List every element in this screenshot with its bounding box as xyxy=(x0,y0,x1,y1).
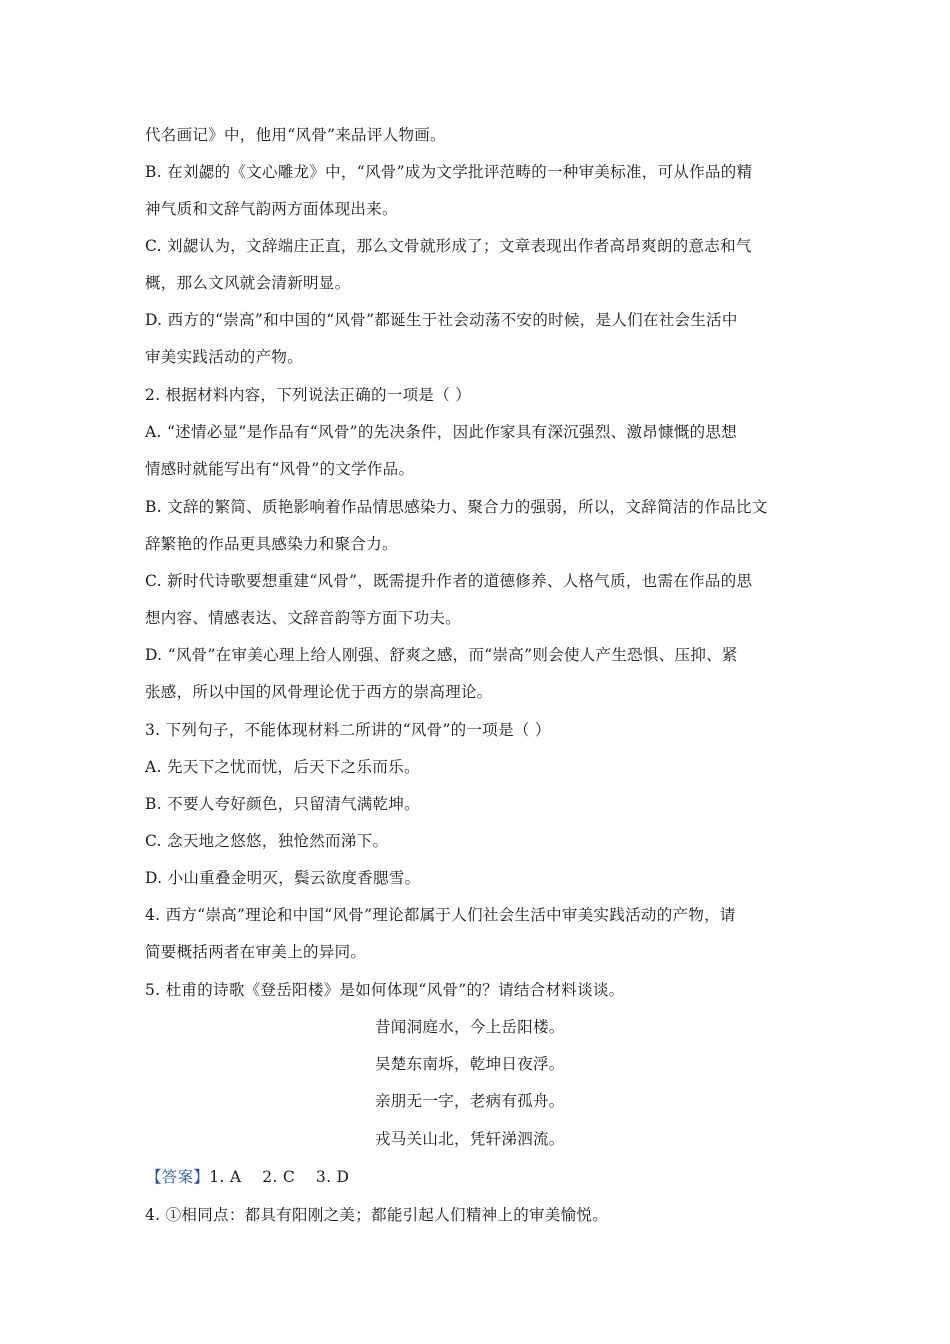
question-4-line-1: 4. 西方“崇高”理论和中国“风骨”理论都属于人们社会生活中审美实践活动的产物，请 xyxy=(145,906,736,924)
q3-option-b: B. 不要人夸好颜色，只留清气满乾坤。 xyxy=(145,795,420,813)
question-3: 3. 下列句子，不能体现材料二所讲的“风骨”的一项是（ ） xyxy=(145,721,551,739)
q2-option-c-line-1: C. 新时代诗歌要想重建“风骨”，既需提升作者的道德修养、人格气质，也需在作品的思 xyxy=(145,572,753,590)
q3-option-c: C. 念天地之悠悠，独怆然而涕下。 xyxy=(145,832,389,850)
question-4-line-2: 简要概括两者在审美上的异同。 xyxy=(145,943,367,961)
poem-line-3: 亲朋无一字，老病有孤舟。 xyxy=(375,1092,565,1110)
q3-option-d: D. 小山重叠金明灭，鬓云欲度香腮雪。 xyxy=(145,869,421,887)
poem-line-1: 昔闻洞庭水，今上岳阳楼。 xyxy=(375,1018,565,1036)
text-line: 想内容、情感表达、文辞音韵等方面下功夫。 xyxy=(145,609,462,627)
q3-option-a: A. 先天下之忧而忧，后天下之乐而乐。 xyxy=(145,758,420,776)
text-line: 代名画记》中，他用“风骨”来品评人物画。 xyxy=(145,126,446,144)
option-b-line-1: B. 在刘勰的《文心雕龙》中，“风骨”成为文学批评范畴的一种审美标准，可从作品的精 xyxy=(145,163,753,181)
poem-line-4: 戎马关山北，凭轩涕泗流。 xyxy=(375,1130,565,1148)
answer-line xyxy=(146,1166,349,1188)
q2-option-a-line-1: A. “述情必显”是作品有“风骨”的先决条件，因此作家具有深沉强烈、激昂慷慨的思想 xyxy=(145,423,738,441)
q2-option-b-line-1: B. 文辞的繁简、质艳影响着作品情思感染力、聚合力的强弱，所以，文辞简洁的作品比文 xyxy=(145,498,768,516)
text-line: 审美实践活动的产物。 xyxy=(145,348,304,366)
question-2: 2. 根据材料内容，下列说法正确的一项是（ ） xyxy=(145,386,472,404)
answer-tag: 【答案】 xyxy=(146,1168,210,1186)
question-5: 5. 杜甫的诗歌《登岳阳楼》是如何体现“风骨”的？请结合材料谈谈。 xyxy=(145,981,625,999)
option-c-line-1: C. 刘勰认为，文辞端庄正直，那么文骨就形成了；文章表现出作者高昂爽朗的意志和气 xyxy=(145,237,752,255)
poem-line-2: 吴楚东南坼，乾坤日夜浮。 xyxy=(375,1055,565,1073)
text-line: 神气质和文辞气韵两方面体现出来。 xyxy=(145,200,398,218)
option-d-line-1: D. 西方的“崇高”和中国的“风骨”都诞生于社会动荡不安的时候，是人们在社会生活中 xyxy=(145,311,738,329)
q2-option-d-line-1: D. “风骨”在审美心理上给人刚强、舒爽之感，而“崇高”则会使人产生恐惧、压抑、紧 xyxy=(145,646,738,664)
text-line: 辞繁艳的作品更具感染力和聚合力。 xyxy=(145,535,398,553)
text-line: 情感时就能写出有“风骨”的文学作品。 xyxy=(145,460,415,478)
text-line: 张感，所以中国的风骨理论优于西方的崇高理论。 xyxy=(145,683,493,701)
answer-text: 1. A 2. C 3. D xyxy=(209,1168,350,1186)
text-line: 概，那么文风就会清新明显。 xyxy=(145,274,351,292)
answer-4-line: 4. ①相同点：都具有阳刚之美；都能引起人们精神上的审美愉悦。 xyxy=(145,1206,609,1224)
